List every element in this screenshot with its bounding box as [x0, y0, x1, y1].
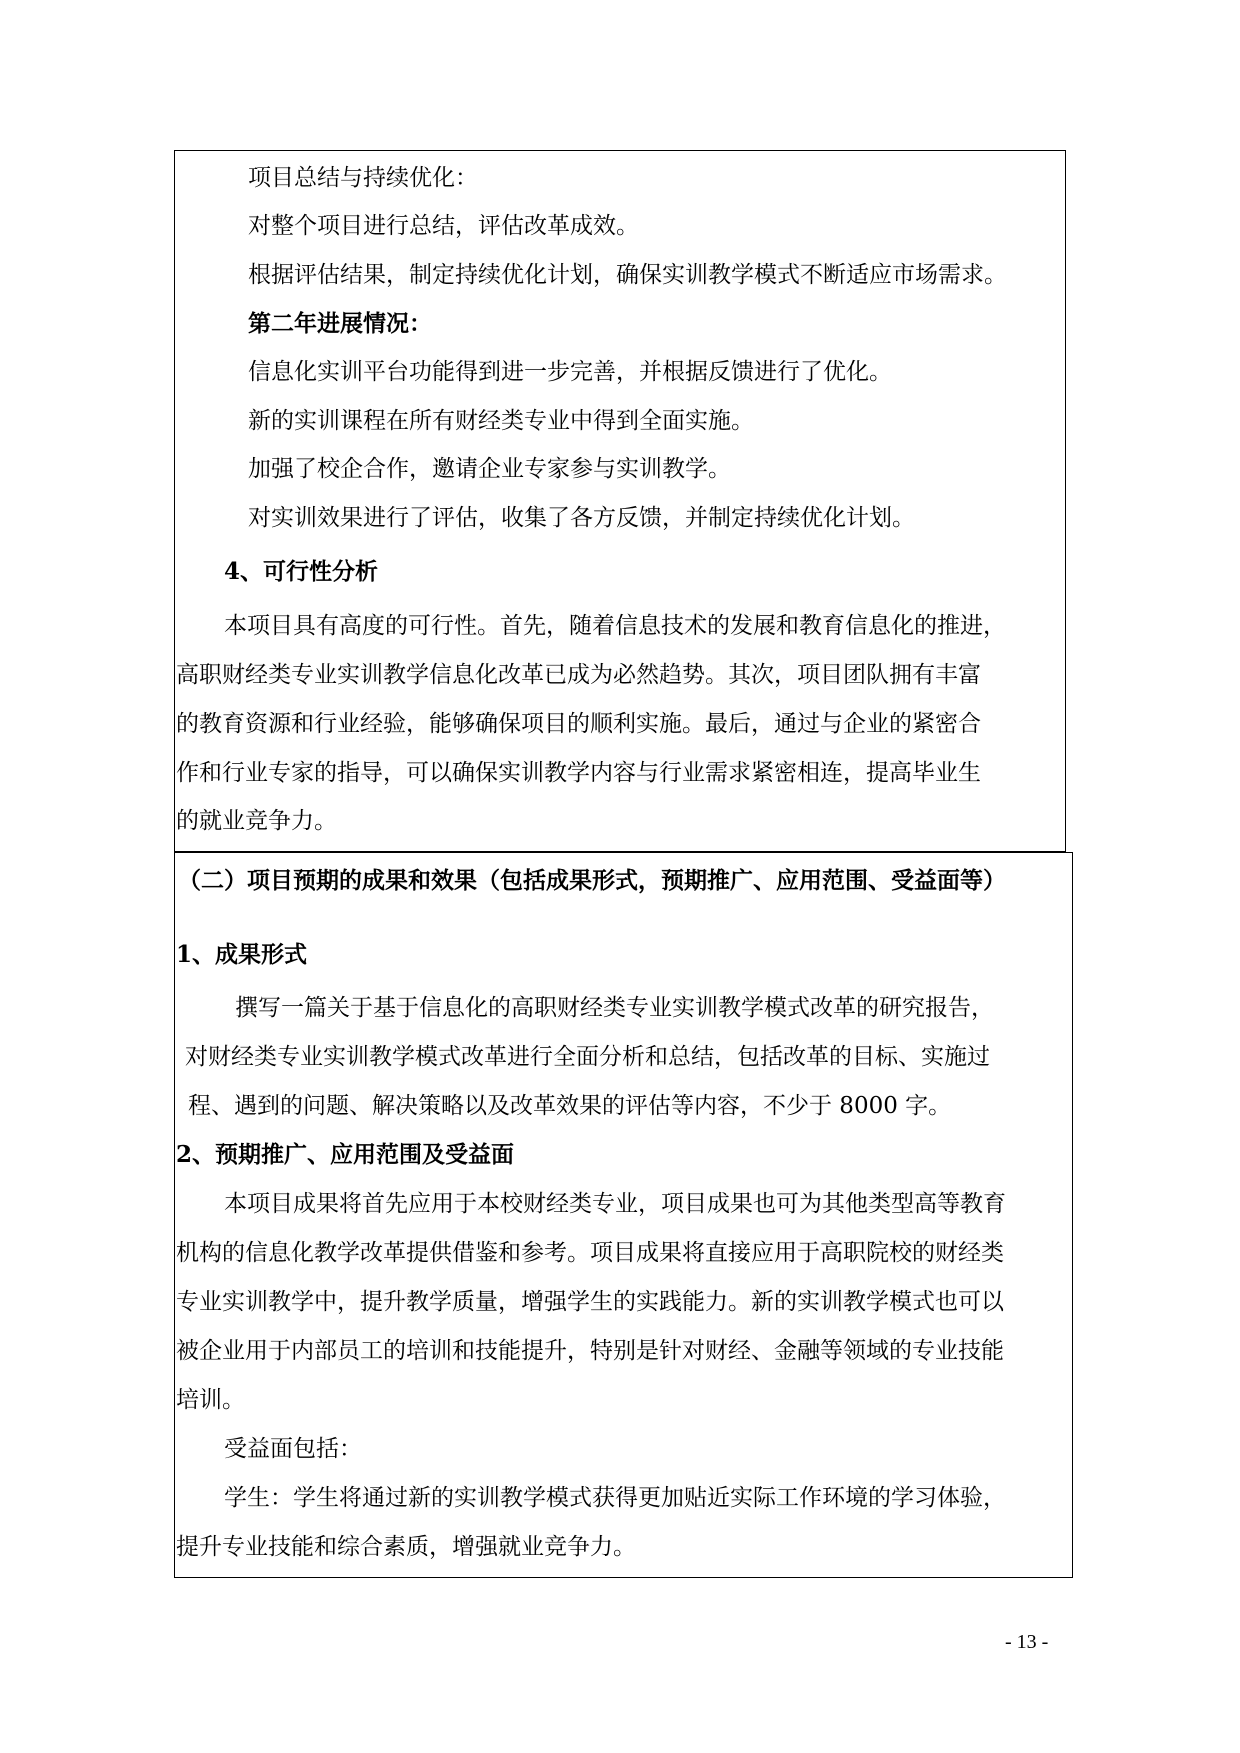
- text-line: 对实训效果进行了评估，收集了各方反馈，并制定持续优化计划。: [248, 505, 915, 531]
- section-title: （二）项目预期的成果和效果（包括成果形式，预期推广、应用范围、受益面等）: [178, 867, 1006, 894]
- paragraph-line: 作和行业专家的指导，可以确保实训教学内容与行业需求紧密相连，提高毕业生: [176, 760, 981, 786]
- paragraph-line: 机构的信息化教学改革提供借鉴和参考。项目成果将直接应用于高职院校的财经类: [176, 1240, 1004, 1266]
- section-heading: 4、可行性分析: [224, 558, 379, 585]
- paragraph-line: 被企业用于内部员工的培训和技能提升，特别是针对财经、金融等领域的专业技能: [176, 1338, 1004, 1364]
- paragraph-line: 的教育资源和行业经验，能够确保项目的顺利实施。最后，通过与企业的紧密合: [176, 711, 981, 737]
- paragraph-line: 提升专业技能和综合素质，增强就业竞争力。: [176, 1534, 636, 1560]
- paragraph-line: 培训。: [176, 1387, 245, 1413]
- paragraph-line: 高职财经类专业实训教学信息化改革已成为必然趋势。其次，项目团队拥有丰富: [176, 662, 981, 688]
- paragraph-line: 本项目具有高度的可行性。首先，随着信息技术的发展和教育信息化的推进，: [224, 613, 1006, 639]
- paragraph-line: 撰写一篇关于基于信息化的高职财经类专业实训教学模式改革的研究报告，: [235, 995, 994, 1021]
- paragraph-line: 受益面包括：: [224, 1436, 362, 1462]
- text-line: 根据评估结果，制定持续优化计划，确保实训教学模式不断适应市场需求。: [248, 262, 1007, 288]
- text-line: 加强了校企合作，邀请企业专家参与实训教学。: [248, 456, 731, 482]
- text-line: 新的实训课程在所有财经类专业中得到全面实施。: [248, 408, 754, 434]
- section-heading: 1、成果形式: [176, 941, 308, 968]
- paragraph-line: 程、遇到的问题、解决策略以及改革效果的评估等内容，不少于 8000 字。: [188, 1093, 952, 1119]
- sub-heading: 第二年进展情况：: [248, 310, 432, 337]
- section-heading: 2、预期推广、应用范围及受益面: [176, 1141, 515, 1168]
- paragraph-line: 专业实训教学中，提升教学质量，增强学生的实践能力。新的实训教学模式也可以: [176, 1289, 1004, 1315]
- text-line: 项目总结与持续优化：: [248, 165, 478, 191]
- text-line: 对整个项目进行总结，评估改革成效。: [248, 213, 639, 239]
- paragraph-line: 对财经类专业实训教学模式改革进行全面分析和总结，包括改革的目标、实施过: [185, 1044, 990, 1070]
- content-table-cell-upper: [174, 150, 1066, 852]
- text-line: 信息化实训平台功能得到进一步完善，并根据反馈进行了优化。: [248, 359, 892, 385]
- paragraph-line: 本项目成果将首先应用于本校财经类专业，项目成果也可为其他类型高等教育: [224, 1191, 1006, 1217]
- paragraph-line: 的就业竞争力。: [176, 808, 337, 834]
- page-number: - 13 -: [1005, 1631, 1049, 1653]
- paragraph-line: 学生：学生将通过新的实训教学模式获得更加贴近实际工作环境的学习体验，: [224, 1485, 1006, 1511]
